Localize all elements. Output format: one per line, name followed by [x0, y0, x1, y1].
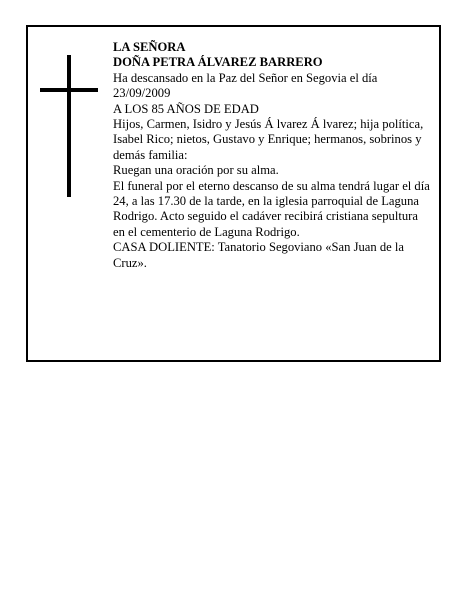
- notice-text-block: [113, 40, 431, 271]
- deceased-name: DOÑA PETRA ÁLVAREZ BARRERO: [113, 55, 323, 70]
- mourning-house: CASA DOLIENTE: Tanatorio Segoviano «San Juan de la Cruz».: [113, 240, 404, 270]
- cross-vertical-bar: [67, 55, 71, 197]
- age-at-death: A LOS 85 AÑOS DE EDAD: [113, 101, 259, 116]
- cross-horizontal-bar: [40, 88, 98, 92]
- obituary-notice: [26, 25, 441, 362]
- death-statement: Ha descansado en la Paz del Señor en Segovia el día 23/09/2009: [113, 70, 378, 101]
- family-members: Hijos, Carmen, Isidro y Jesús Á lvarez Á lvarez; hija política, Isabel Rico; nietos, Gustavo y Enrique; hermanos, sobrinos y demás familia:: [113, 117, 424, 162]
- notice-title: LA SEÑORA: [113, 40, 186, 54]
- cross-icon: [40, 55, 98, 197]
- prayer-request: Ruegan una oración por su alma.: [113, 163, 279, 178]
- funeral-details: El funeral por el eterno descanso de su alma tendrá lugar el día 24, a las 17.30 de la tarde, en la iglesia parroquial de Laguna Rodrigo. Acto seguido el cadáver recibirá cristiana sepultura en el cementerio de Laguna Rodrigo.: [113, 178, 430, 239]
